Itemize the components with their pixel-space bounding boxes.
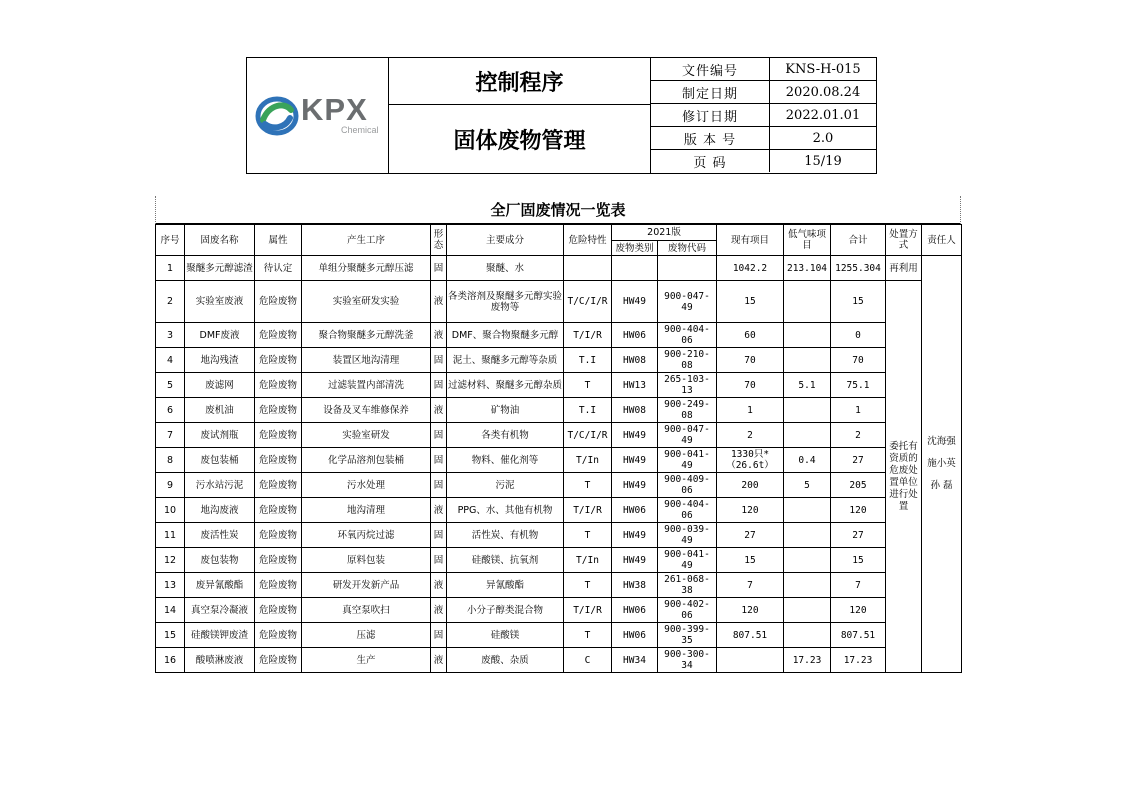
cell-component: 活性炭、有机物 xyxy=(447,523,564,548)
header-code: 废物代码 xyxy=(658,241,717,256)
cell-name: 废试剂瓶 xyxy=(185,423,255,448)
cell-process: 过滤装置内部清洗 xyxy=(302,373,431,398)
cell-total: 120 xyxy=(831,598,886,623)
cell-name: 废滤网 xyxy=(185,373,255,398)
table-row xyxy=(156,423,962,448)
cell-form: 液 xyxy=(431,498,447,523)
cell-category: HW06 xyxy=(612,323,658,348)
cell-hazard xyxy=(564,256,612,281)
cell-component: 各类溶剂及聚醚多元醇实验废物等 xyxy=(447,281,564,323)
cell-name: 酸喷淋废液 xyxy=(185,648,255,673)
cell-total: 15 xyxy=(831,548,886,573)
cell-low-odor xyxy=(784,348,831,373)
cell-name: DMF废液 xyxy=(185,323,255,348)
cell-code: 900-399-35 xyxy=(658,623,717,648)
meta-key: 页 码 xyxy=(651,150,770,173)
cell-process: 压滤 xyxy=(302,623,431,648)
cell-component: PPG、水、其他有机物 xyxy=(447,498,564,523)
cell-component: 异氰酸酯 xyxy=(447,573,564,598)
cell-hazard: T/In xyxy=(564,548,612,573)
cell-component: 小分子醇类混合物 xyxy=(447,598,564,623)
cell-name: 聚醚多元醇滤渣 xyxy=(185,256,255,281)
cell-process: 聚合物聚醚多元醇洗釜 xyxy=(302,323,431,348)
cell-owners xyxy=(922,256,962,673)
cell-no: 5 xyxy=(156,373,185,398)
cell-low-odor xyxy=(784,498,831,523)
company-subtitle: Chemical xyxy=(341,125,379,135)
cell-form: 固 xyxy=(431,523,447,548)
meta-key: 修订日期 xyxy=(651,104,770,127)
cell-name: 地沟残渣 xyxy=(185,348,255,373)
cell-no: 1 xyxy=(156,256,185,281)
header-form: 形态 xyxy=(431,225,447,256)
table-row xyxy=(156,373,962,398)
cell-form: 液 xyxy=(431,648,447,673)
header-owner: 责任人 xyxy=(922,225,962,256)
cell-current: 15 xyxy=(717,548,784,573)
logo-cell xyxy=(247,58,389,173)
cell-hazard: T/C/I/R xyxy=(564,281,612,323)
cell-name: 地沟废液 xyxy=(185,498,255,523)
cell-name: 污水站污泥 xyxy=(185,473,255,498)
cell-component: 各类有机物 xyxy=(447,423,564,448)
table-caption: 全厂固废情况一览表 xyxy=(155,196,961,224)
table-row xyxy=(156,498,962,523)
cell-category: HW13 xyxy=(612,373,658,398)
meta-value: 15/19 xyxy=(804,153,842,169)
cell-total: 807.51 xyxy=(831,623,886,648)
meta-row xyxy=(651,104,876,127)
cell-low-odor: 17.23 xyxy=(784,648,831,673)
cell-no: 13 xyxy=(156,573,185,598)
cell-no: 11 xyxy=(156,523,185,548)
header-attr: 属性 xyxy=(255,225,302,256)
owner-name: 孙 磊 xyxy=(930,480,953,491)
cell-current: 200 xyxy=(717,473,784,498)
cell-low-odor xyxy=(784,573,831,598)
header-current: 现有项目 xyxy=(717,225,784,256)
cell-low-odor: 0.4 xyxy=(784,448,831,473)
meta-key: 版 本 号 xyxy=(651,127,770,150)
table-row xyxy=(156,323,962,348)
sheet-edge-left xyxy=(155,196,156,224)
cell-process: 研发开发新产品 xyxy=(302,573,431,598)
cell-process: 原料包装 xyxy=(302,548,431,573)
meta-table xyxy=(651,58,876,172)
cell-hazard: T/I/R xyxy=(564,323,612,348)
cell-component: 物料、催化剂等 xyxy=(447,448,564,473)
meta-key: 制定日期 xyxy=(651,81,770,104)
cell-component: 矿物油 xyxy=(447,398,564,423)
cell-hazard: T xyxy=(564,473,612,498)
waste-table-body xyxy=(156,256,962,673)
cell-no: 7 xyxy=(156,423,185,448)
cell-low-odor xyxy=(784,423,831,448)
cell-current: 1330只*（26.6t） xyxy=(717,448,784,473)
cell-category: HW38 xyxy=(612,573,658,598)
cell-hazard: T.I xyxy=(564,348,612,373)
cell-name: 废异氰酸酯 xyxy=(185,573,255,598)
meta-row xyxy=(651,58,876,81)
cell-total: 75.1 xyxy=(831,373,886,398)
cell-name: 废活性炭 xyxy=(185,523,255,548)
header-version: 2021版 xyxy=(612,225,717,241)
cell-current: 27 xyxy=(717,523,784,548)
cell-attr: 危险废物 xyxy=(255,348,302,373)
cell-no: 16 xyxy=(156,648,185,673)
cell-low-odor: 5.1 xyxy=(784,373,831,398)
cell-low-odor: 5 xyxy=(784,473,831,498)
cell-process: 设备及叉车维修保养 xyxy=(302,398,431,423)
cell-total: 2 xyxy=(831,423,886,448)
table-row xyxy=(156,548,962,573)
cell-current: 1042.2 xyxy=(717,256,784,281)
cell-current: 60 xyxy=(717,323,784,348)
cell-form: 固 xyxy=(431,623,447,648)
meta-key: 文件编号 xyxy=(651,58,770,81)
cell-process: 单组分聚醚多元醇压滤 xyxy=(302,256,431,281)
cell-category: HW49 xyxy=(612,423,658,448)
cell-attr: 危险废物 xyxy=(255,598,302,623)
cell-code: 900-404-06 xyxy=(658,323,717,348)
cell-no: 6 xyxy=(156,398,185,423)
header-name: 固废名称 xyxy=(185,225,255,256)
cell-category: HW49 xyxy=(612,281,658,323)
cell-form: 固 xyxy=(431,448,447,473)
cell-disposal-reuse: 再利用 xyxy=(886,256,922,281)
cell-disposal-commissioned: 委托有资质的危废处置单位进行处置 xyxy=(886,281,922,673)
cell-code: 900-047-49 xyxy=(658,423,717,448)
header-category: 废物类别 xyxy=(612,241,658,256)
cell-hazard: T xyxy=(564,623,612,648)
cell-attr: 危险废物 xyxy=(255,523,302,548)
table-row xyxy=(156,448,962,473)
document-category: 控制程序 xyxy=(389,58,650,105)
cell-process: 装置区地沟清理 xyxy=(302,348,431,373)
table-row xyxy=(156,623,962,648)
cell-current: 70 xyxy=(717,373,784,398)
cell-name: 实验室废液 xyxy=(185,281,255,323)
cell-category: HW08 xyxy=(612,348,658,373)
cell-form: 固 xyxy=(431,256,447,281)
cell-component: 污泥 xyxy=(447,473,564,498)
company-wordmark: KPX xyxy=(301,92,368,127)
cell-process: 环氧丙烷过滤 xyxy=(302,523,431,548)
cell-code: 900-409-06 xyxy=(658,473,717,498)
cell-name: 硅酸镁钾废渣 xyxy=(185,623,255,648)
cell-code: 900-402-06 xyxy=(658,598,717,623)
meta-row xyxy=(651,127,876,150)
cell-attr: 危险废物 xyxy=(255,548,302,573)
cell-total: 27 xyxy=(831,523,886,548)
cell-total: 1 xyxy=(831,398,886,423)
cell-category: HW08 xyxy=(612,398,658,423)
cell-low-odor xyxy=(784,598,831,623)
cell-code: 900-210-08 xyxy=(658,348,717,373)
table-row xyxy=(156,573,962,598)
table-row xyxy=(156,473,962,498)
meta-row xyxy=(651,81,876,104)
cell-attr: 危险废物 xyxy=(255,423,302,448)
cell-code: 265-103-13 xyxy=(658,373,717,398)
document-title: 固体废物管理 xyxy=(453,128,586,154)
cell-category: HW49 xyxy=(612,548,658,573)
cell-component: 废酸、杂质 xyxy=(447,648,564,673)
cell-attr: 危险废物 xyxy=(255,323,302,348)
cell-process: 化学品溶剂包装桶 xyxy=(302,448,431,473)
table-row xyxy=(156,281,962,323)
cell-code: 261-068-38 xyxy=(658,573,717,598)
cell-total: 120 xyxy=(831,498,886,523)
cell-total: 70 xyxy=(831,348,886,373)
owner-name: 沈海强 xyxy=(927,436,956,447)
owner-name: 施小英 xyxy=(927,458,956,469)
cell-attr: 危险废物 xyxy=(255,573,302,598)
cell-total: 205 xyxy=(831,473,886,498)
cell-no: 4 xyxy=(156,348,185,373)
cell-no: 3 xyxy=(156,323,185,348)
cell-category: HW06 xyxy=(612,598,658,623)
table-row xyxy=(156,648,962,673)
cell-code: 900-249-08 xyxy=(658,398,717,423)
cell-total: 15 xyxy=(831,281,886,323)
cell-current: 120 xyxy=(717,598,784,623)
cell-code: 900-300-34 xyxy=(658,648,717,673)
cell-component: DMF、聚合物聚醚多元醇 xyxy=(447,323,564,348)
cell-current: 807.51 xyxy=(717,623,784,648)
cell-code: 900-041-49 xyxy=(658,448,717,473)
cell-code xyxy=(658,256,717,281)
cell-code: 900-041-49 xyxy=(658,548,717,573)
cell-form: 固 xyxy=(431,548,447,573)
cell-total: 17.23 xyxy=(831,648,886,673)
meta-value: 2.0 xyxy=(770,127,877,150)
cell-component: 泥土、聚醚多元醇等杂质 xyxy=(447,348,564,373)
cell-total: 27 xyxy=(831,448,886,473)
cell-hazard: T xyxy=(564,573,612,598)
cell-form: 固 xyxy=(431,348,447,373)
cell-form: 液 xyxy=(431,598,447,623)
cell-form: 固 xyxy=(431,423,447,448)
cell-name: 废机油 xyxy=(185,398,255,423)
cell-hazard: T/In xyxy=(564,448,612,473)
company-logo xyxy=(255,94,383,140)
cell-low-odor xyxy=(784,523,831,548)
cell-process: 生产 xyxy=(302,648,431,673)
cell-no: 14 xyxy=(156,598,185,623)
kpx-swirl-icon xyxy=(255,94,299,138)
cell-form: 液 xyxy=(431,323,447,348)
cell-attr: 危险废物 xyxy=(255,373,302,398)
cell-name: 废包装桶 xyxy=(185,448,255,473)
cell-hazard: T xyxy=(564,523,612,548)
cell-code: 900-039-49 xyxy=(658,523,717,548)
cell-name: 废包装物 xyxy=(185,548,255,573)
waste-sheet xyxy=(155,196,961,673)
cell-form: 固 xyxy=(431,373,447,398)
cell-component: 聚醚、水 xyxy=(447,256,564,281)
cell-total: 0 xyxy=(831,323,886,348)
header-hazard: 危险特性 xyxy=(564,225,612,256)
cell-attr: 危险废物 xyxy=(255,448,302,473)
cell-category: HW49 xyxy=(612,473,658,498)
cell-total: 1255.304 xyxy=(831,256,886,281)
cell-attr: 危险废物 xyxy=(255,398,302,423)
meta-value: 2022.01.01 xyxy=(770,104,877,127)
cell-attr: 危险废物 xyxy=(255,648,302,673)
header-no: 序号 xyxy=(156,225,185,256)
cell-current: 1 xyxy=(717,398,784,423)
meta-value: KNS-H-015 xyxy=(770,58,877,81)
cell-form: 液 xyxy=(431,573,447,598)
cell-no: 15 xyxy=(156,623,185,648)
cell-attr: 危险废物 xyxy=(255,623,302,648)
cell-no: 10 xyxy=(156,498,185,523)
cell-process: 地沟清理 xyxy=(302,498,431,523)
cell-current: 2 xyxy=(717,423,784,448)
cell-hazard: T.I xyxy=(564,398,612,423)
cell-low-odor xyxy=(784,623,831,648)
cell-form: 液 xyxy=(431,281,447,323)
cell-category: HW49 xyxy=(612,523,658,548)
cell-process: 真空泵吹扫 xyxy=(302,598,431,623)
cell-current: 120 xyxy=(717,498,784,523)
sheet-edge-right xyxy=(960,196,961,224)
cell-process: 污水处理 xyxy=(302,473,431,498)
cell-component: 硅酸镁 xyxy=(447,623,564,648)
cell-hazard: T/I/R xyxy=(564,498,612,523)
cell-component: 硅酸镁、抗氧剂 xyxy=(447,548,564,573)
cell-current: 7 xyxy=(717,573,784,598)
table-row xyxy=(156,598,962,623)
table-row xyxy=(156,398,962,423)
cell-hazard: T xyxy=(564,373,612,398)
cell-code: 900-404-06 xyxy=(658,498,717,523)
cell-no: 12 xyxy=(156,548,185,573)
cell-total: 7 xyxy=(831,573,886,598)
waste-table xyxy=(155,224,962,673)
header-component: 主要成分 xyxy=(447,225,564,256)
cell-current: 70 xyxy=(717,348,784,373)
cell-attr: 危险废物 xyxy=(255,498,302,523)
document-header xyxy=(246,57,877,174)
cell-category: HW06 xyxy=(612,498,658,523)
cell-category: HW49 xyxy=(612,448,658,473)
cell-form: 液 xyxy=(431,398,447,423)
header-disposal: 处置方式 xyxy=(886,225,922,256)
cell-component: 过滤材料、聚醚多元醇杂质 xyxy=(447,373,564,398)
cell-current xyxy=(717,648,784,673)
cell-low-odor: 213.104 xyxy=(784,256,831,281)
meta-row xyxy=(651,150,876,173)
cell-process: 实验室研发 xyxy=(302,423,431,448)
cell-current: 15 xyxy=(717,281,784,323)
table-row xyxy=(156,256,962,281)
cell-category xyxy=(612,256,658,281)
cell-hazard: T/C/I/R xyxy=(564,423,612,448)
cell-process: 实验室研发实验 xyxy=(302,281,431,323)
cell-low-odor xyxy=(784,281,831,323)
header-process: 产生工序 xyxy=(302,225,431,256)
cell-attr: 危险废物 xyxy=(255,281,302,323)
cell-no: 2 xyxy=(156,281,185,323)
cell-low-odor xyxy=(784,398,831,423)
title-cell xyxy=(389,58,651,173)
document-meta xyxy=(651,58,876,172)
cell-attr: 待认定 xyxy=(255,256,302,281)
meta-value: 2020.08.24 xyxy=(770,81,877,104)
table-row xyxy=(156,348,962,373)
cell-hazard: T/I/R xyxy=(564,598,612,623)
cell-form: 固 xyxy=(431,473,447,498)
cell-category: HW06 xyxy=(612,623,658,648)
cell-no: 9 xyxy=(156,473,185,498)
cell-no: 8 xyxy=(156,448,185,473)
table-row xyxy=(156,523,962,548)
cell-code: 900-047-49 xyxy=(658,281,717,323)
cell-low-odor xyxy=(784,548,831,573)
header-low-odor: 低气味项目 xyxy=(784,225,831,256)
header-total: 合计 xyxy=(831,225,886,256)
cell-attr: 危险废物 xyxy=(255,473,302,498)
cell-low-odor xyxy=(784,323,831,348)
cell-name: 真空泵冷凝液 xyxy=(185,598,255,623)
cell-hazard: C xyxy=(564,648,612,673)
cell-category: HW34 xyxy=(612,648,658,673)
